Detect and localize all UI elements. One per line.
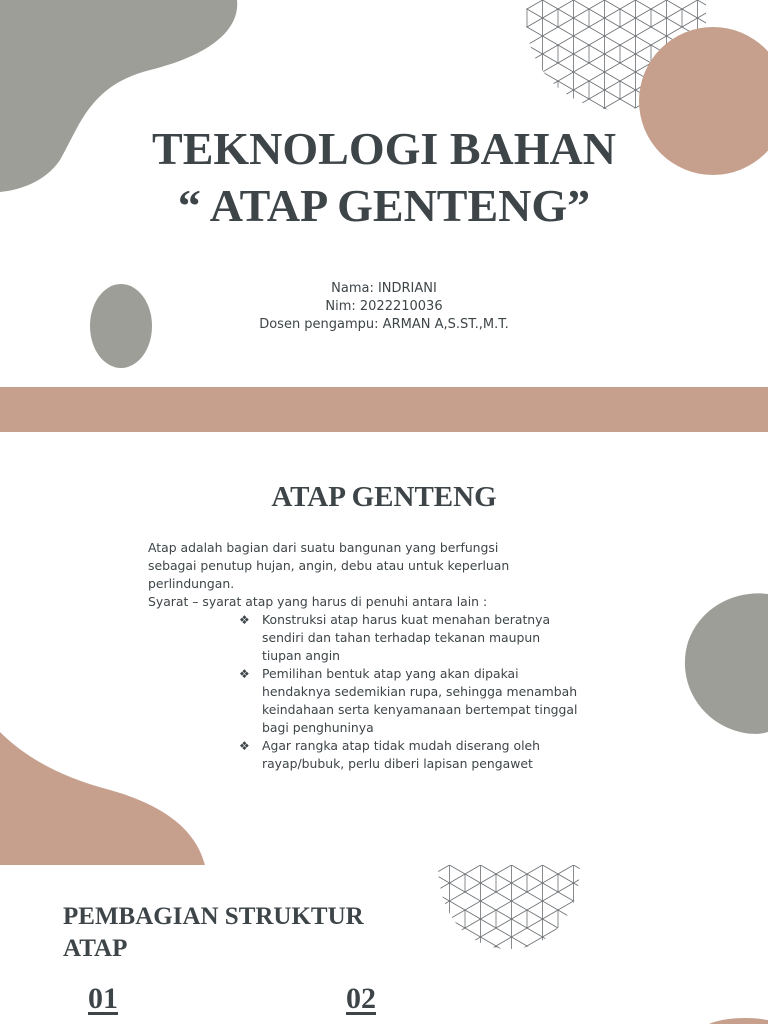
- list-item-text: Konstruksi atap harus kuat menahan beratnya sendiri dan tahan terhadap tekanan maupun tiupan angin: [262, 612, 551, 663]
- list-item-text: Pemilihan bentuk atap yang akan dipakai hendaknya sedemikian rupa, sehingga menambah keindahaan serta kenyamanaan bertempat tinggal bagi penghuninya: [262, 666, 578, 735]
- requirements-list: [148, 611, 582, 773]
- item-number-02: 02: [346, 982, 376, 1015]
- intro-paragraph: Atap adalah bagian dari suatu bangunan yang berfungsi sebagai penutup hujan, angin, debu atau untuk keperluan perlindungan.: [148, 540, 510, 591]
- requirements-intro: Syarat – syarat atap yang harus di penuhi antara lain :: [148, 594, 488, 609]
- list-item: [239, 737, 582, 773]
- structure-heading: PEMBAGIAN STRUKTUR ATAP: [63, 903, 364, 962]
- author-info: [0, 280, 768, 334]
- item-number-01: 01: [88, 982, 118, 1015]
- grey-blob-right: [685, 593, 768, 733]
- list-item: [239, 611, 582, 665]
- author-name: Nama: INDRIANI: [331, 281, 437, 296]
- diamond-bullet-icon: ❖: [239, 613, 250, 627]
- list-item-text: Agar rangka atap tidak mudah diserang oleh rayap/bubuk, perlu diberi lapisan pengawet: [262, 738, 540, 771]
- section-body: [148, 539, 578, 773]
- hex-pattern-half-circle: [438, 865, 580, 951]
- diamond-bullet-icon: ❖: [239, 667, 250, 681]
- list-item: [239, 665, 582, 737]
- content-slide: [0, 432, 768, 865]
- diamond-bullet-icon: ❖: [239, 739, 250, 753]
- slide-separator: [0, 387, 768, 432]
- lecturer-name: Dosen pengampu: ARMAN A,S.ST.,M.T.: [259, 317, 509, 332]
- presentation-title-line2: “ ATAP GENTENG”: [177, 180, 591, 231]
- tan-blob-bottom-right: [700, 1018, 768, 1024]
- section-heading: ATAP GENTENG: [271, 481, 497, 513]
- title-slide: [0, 0, 768, 387]
- author-nim: Nim: 2022210036: [325, 299, 443, 314]
- presentation-title-line1: TEKNOLOGI BAHAN: [152, 123, 616, 174]
- structure-slide: [0, 865, 768, 1024]
